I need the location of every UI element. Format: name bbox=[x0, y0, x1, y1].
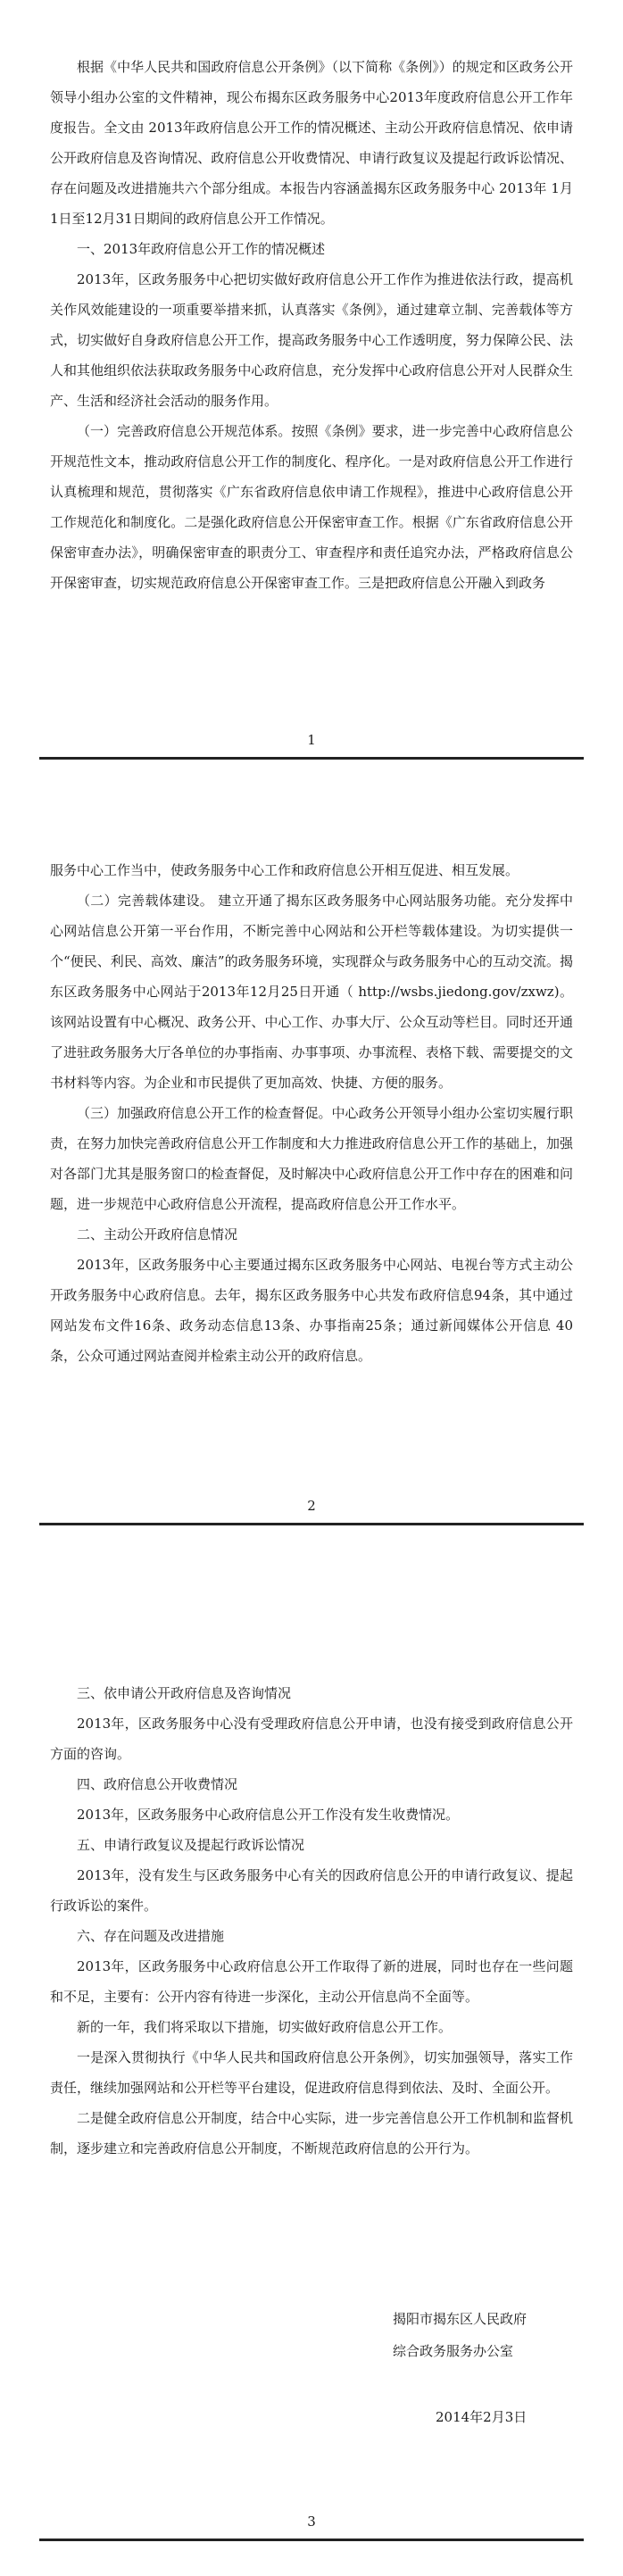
subsection-paragraph-3: （三）加强政府信息公开工作的检查督促。中心政务公开领导小组办公室切实履行职责，在努力加快完善政府信息公开工作制度和大力推进政府信息公开工作的基础上，加强对各部门尤其是服务窗口的检查督促，及时解决中心政府信息公开工作中存在的困难和问题，进一步规范中心政府信息公开流程，提高政府信息公开工作水平。 bbox=[50, 1105, 573, 1212]
issues-paragraph: 2013年，区政务服务中心政府信息公开工作取得了新的进展，同时也存在一些问题和不足，主要有：公开内容有待进一步深化，主动公开信息尚不全面等。 bbox=[50, 1958, 573, 2005]
signature-org-2: 综合政务服务办公室 bbox=[393, 2343, 514, 2359]
signature-date: 2014年2月3日 bbox=[436, 2409, 527, 2425]
section-heading-issues: 六、存在问题及改进措施 bbox=[77, 1928, 225, 1944]
continued-paragraph: 服务中心工作当中，使政务服务中心工作和政府信息公开相互促进、相互发展。 bbox=[50, 862, 519, 878]
section-heading-requests: 三、依申请公开政府信息及咨询情况 bbox=[77, 1685, 292, 1701]
page-number: 1 bbox=[307, 732, 316, 748]
fees-paragraph: 2013年，区政务服务中心政府信息公开工作没有发生收费情况。 bbox=[77, 1807, 460, 1823]
document-page-3 bbox=[0, 1625, 623, 2530]
intro-paragraph: 根据《中华人民共和国政府信息公开条例》（以下简称《条例》）的规定和区政务公开领导小组办公室的文件精神，现公布揭东区政务服务中心2013年度政府信息公开工作年度报告。全文由 2013年政府信息公开工作的情况概述、主动公开政府信息情况、依申请公开政府信息及咨询情况、政府信息公开收费情况、申请行政复议及提起行政诉讼情况、存在问题及改进措施共六个部分组成。本报告内容涵盖揭东区政务服务中心 2013年 1月1日至12月31日期间的政府信息公开工作情况。 bbox=[50, 59, 573, 227]
subsection-paragraph-1: （一）完善政府信息公开规范体系。按照《条例》要求，进一步完善中心政府信息公开规范性文本，推动政府信息公开工作的制度化、程序化。一是对政府信息公开工作进行认真梳理和规范，贯彻落实《广东省政府信息依申请工作规程》，推进中心政府信息公开工作规范化和制度化。二是强化政府信息公开保密审查工作。根据《广东省政府信息公开保密审查办法》，明确保密审查的职责分工、审查程序和责任追究办法，严格政府信息公开保密审查，切实规范政府信息公开保密审查工作。三是把政府信息公开融入到政务 bbox=[50, 423, 573, 591]
section-heading-active-disclosure: 二、主动公开政府信息情况 bbox=[77, 1226, 238, 1242]
subsection-paragraph-2: （二）完善载体建设。 建立开通了揭东区政务服务中心网站服务功能。充分发挥中心网站信息公开第一平台作用，不断完善中心网站和公开栏等载体建设。为切实提供一个“便民、利民、高效、廉洁”的政务服务环境，实现群众与政务服务中心的互动交流。揭东区政务服务中心网站于2013年12月25日开通（ http://wsbs.jiedong.gov/zxwz)。该网站设置有中心概况、政务公开、中心工作、办事大厅、公众互动等栏目。同时还开通了进驻政务服务大厅各单位的办事指南、办事事项、办事流程、表格下载、需要提交的文书材料等内容。为企业和市民提供了更加高效、快捷、方便的服务。 bbox=[50, 893, 573, 1091]
measures-intro-paragraph: 新的一年，我们将采取以下措施，切实做好政府信息公开工作。 bbox=[77, 2019, 453, 2035]
page-number: 3 bbox=[307, 2514, 316, 2530]
signature-org-1: 揭阳市揭东区人民政府 bbox=[393, 2311, 527, 2327]
page-divider bbox=[39, 2539, 584, 2541]
section-heading-overview: 一、2013年政府信息公开工作的情况概述 bbox=[77, 241, 326, 257]
section-heading-review: 五、申请行政复议及提起行政诉讼情况 bbox=[77, 1837, 305, 1853]
measure-1-paragraph: 一是深入贯彻执行《中华人民共和国政府信息公开条例》，切实加强领导，落实工作责任，继续加强网站和公开栏等平台建设，促进政府信息得到依法、及时、全面公开。 bbox=[50, 2049, 573, 2096]
overview-paragraph: 2013年，区政务服务中心把切实做好政府信息公开工作作为推进依法行政，提高机关作风效能建设的一项重要举措来抓，认真落实《条例》，通过建章立制、完善载体等方式，切实做好自身政府信息公开工作，提高政务服务中心工作透明度，努力保障公民、法人和其他组织依法获取政务服务中心政府信息，充分发挥中心政府信息公开对人民群众生产、生活和经济社会活动的服务作用。 bbox=[50, 271, 573, 409]
page-divider bbox=[39, 1523, 584, 1525]
requests-paragraph: 2013年，区政务服务中心没有受理政府信息公开申请，也没有接受到政府信息公开方面的咨询。 bbox=[50, 1716, 573, 1762]
active-disclosure-paragraph: 2013年，区政务服务中心主要通过揭东区政务服务中心网站、电视台等方式主动公开政务服务中心政府信息。去年，揭东区政务服务中心共发布政府信息94条，其中通过网站发布文件16条、政务动态信息13条、办事指南25条；通过新闻媒体公开信息 40条，公众可通过网站查阅并检索主动公开的政府信息。 bbox=[50, 1257, 573, 1364]
document-page-2 bbox=[0, 803, 623, 1514]
section-heading-fees: 四、政府信息公开收费情况 bbox=[77, 1776, 238, 1792]
measure-2-paragraph: 二是健全政府信息公开制度，结合中心实际，进一步完善信息公开工作机制和监督机制，逐步建立和完善政府信息公开制度，不断规范政府信息的公开行为。 bbox=[50, 2110, 573, 2156]
page-divider bbox=[39, 757, 584, 760]
review-paragraph: 2013年，没有发生与区政务服务中心有关的因政府信息公开的申请行政复议、提起行政诉讼的案件。 bbox=[50, 1867, 573, 1914]
page-number: 2 bbox=[307, 1498, 316, 1514]
document-page-1 bbox=[0, 0, 623, 748]
